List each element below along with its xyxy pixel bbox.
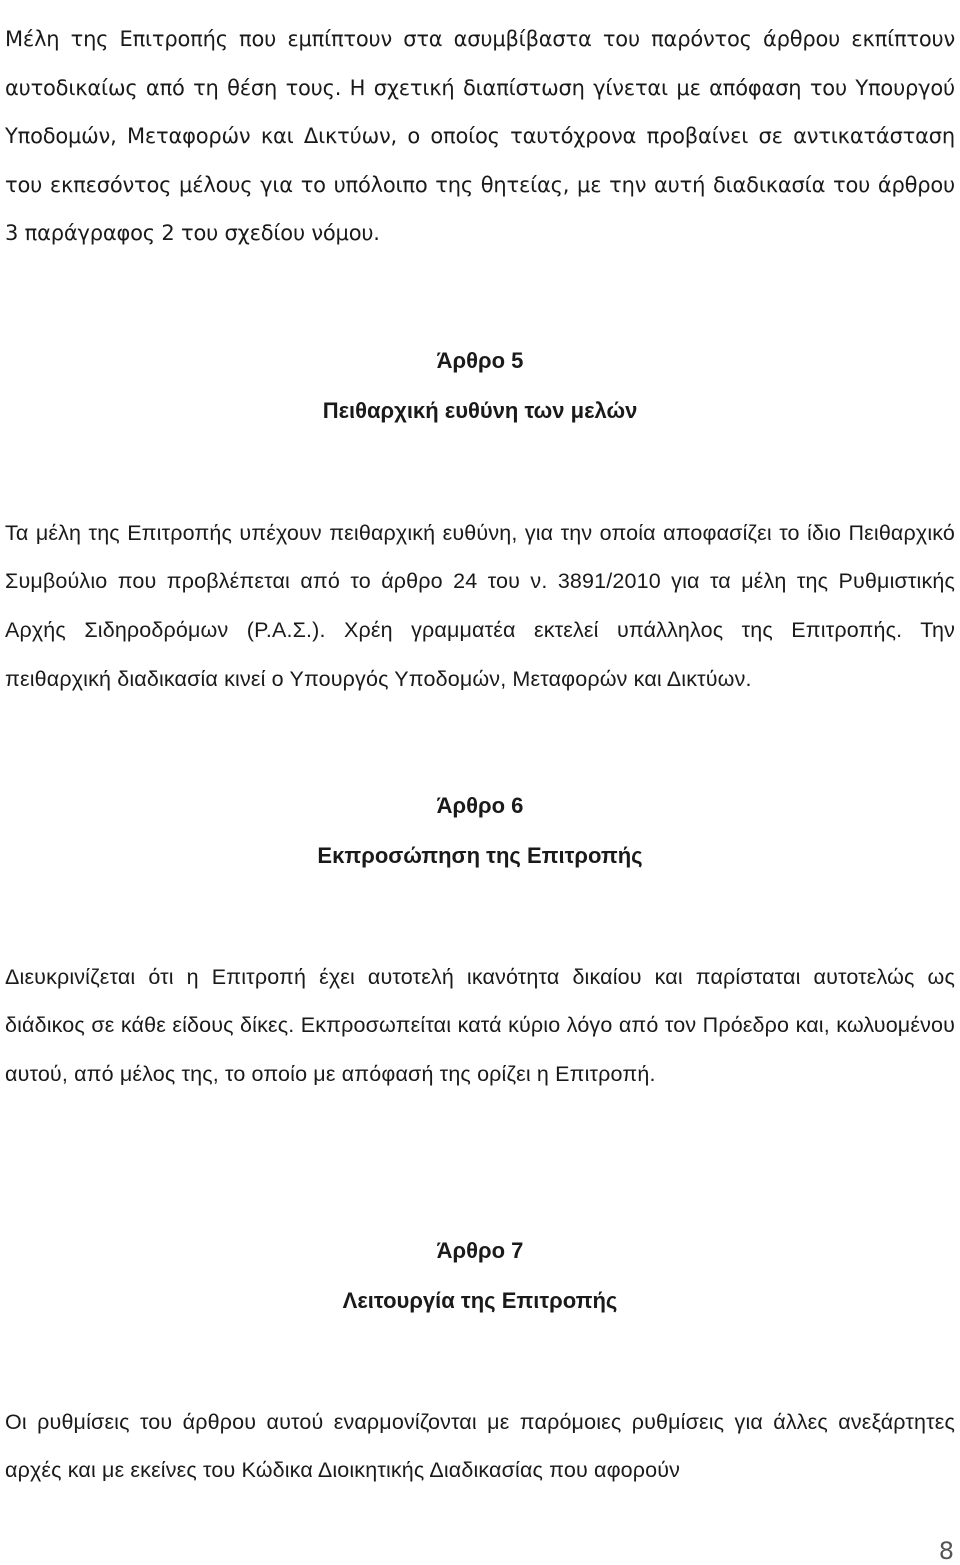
article-7-number: Άρθρο 7: [436, 1238, 524, 1263]
article-7-text: Οι ρυθμίσεις του άρθρου αυτού εναρμονίζονται με παρόμοιες ρυθμίσεις για άλλες ανεξάρτητες αρχές και με εκείνες του Κώδικα Διοικητικής Διαδικασίας που αφορούν: [5, 1409, 955, 1483]
page-number: 8: [938, 1537, 954, 1565]
article-5-title: Πειθαρχική ευθύνη των μελών: [322, 398, 638, 423]
article-5-number: Άρθρο 5: [436, 348, 524, 373]
article-6-title: Εκπροσώπηση της Επιτροπής: [317, 843, 643, 868]
article-7-title: Λειτουργία της Επιτροπής: [342, 1288, 618, 1313]
article-6-text: Διευκρινίζεται ότι η Επιτροπή έχει αυτοτελή ικανότητα δικαίου και παρίσταται αυτοτελώς ως διάδικος σε κάθε είδους δίκες. Εκπροσωπείται κατά κύριο λόγο από τον Πρόεδρο και, κωλυομένου αυτού, από μέλος της, το οποίο με απόφασή της ορίζει η Επιτροπή.: [5, 964, 955, 1086]
article-6-number: Άρθρο 6: [436, 793, 524, 818]
article-5-text: Τα μέλη της Επιτροπής υπέχουν πειθαρχική ευθύνη, για την οποία αποφασίζει το ίδιο Πειθαρχικό Συμβούλιο που προβλέπεται από το άρθρο 24 του ν. 3891/2010 για τα μέλη της Ρυθμιστικής Αρχής Σιδηροδρόμων (Ρ.Α.Σ.). Χρέη γραμματέα εκτελεί υπάλληλος της Επιτροπής. Την πειθαρχική διαδικασία κινεί ο Υπουργός Υποδομών, Μεταφορών και Δικτύων.: [5, 520, 955, 691]
intro-paragraph: Μέλη της Επιτροπής που εμπίπτουν στα ασυμβίβαστα του παρόντος άρθρου εκπίπτουν αυτοδικαίως από τη θέση τους. Η σχετική διαπίστωση γίνεται με απόφαση του Υπουργού Υποδομών, Μεταφορών και Δικτύων, ο οποίος ταυτόχρονα προβαίνει σε αντικατάσταση του εκπεσόντος μέλους για το υπόλοιπο της θητείας, με την αυτή διαδικασία του άρθρου 3 παράγραφος 2 του σχεδίου νόμου.: [5, 27, 955, 245]
